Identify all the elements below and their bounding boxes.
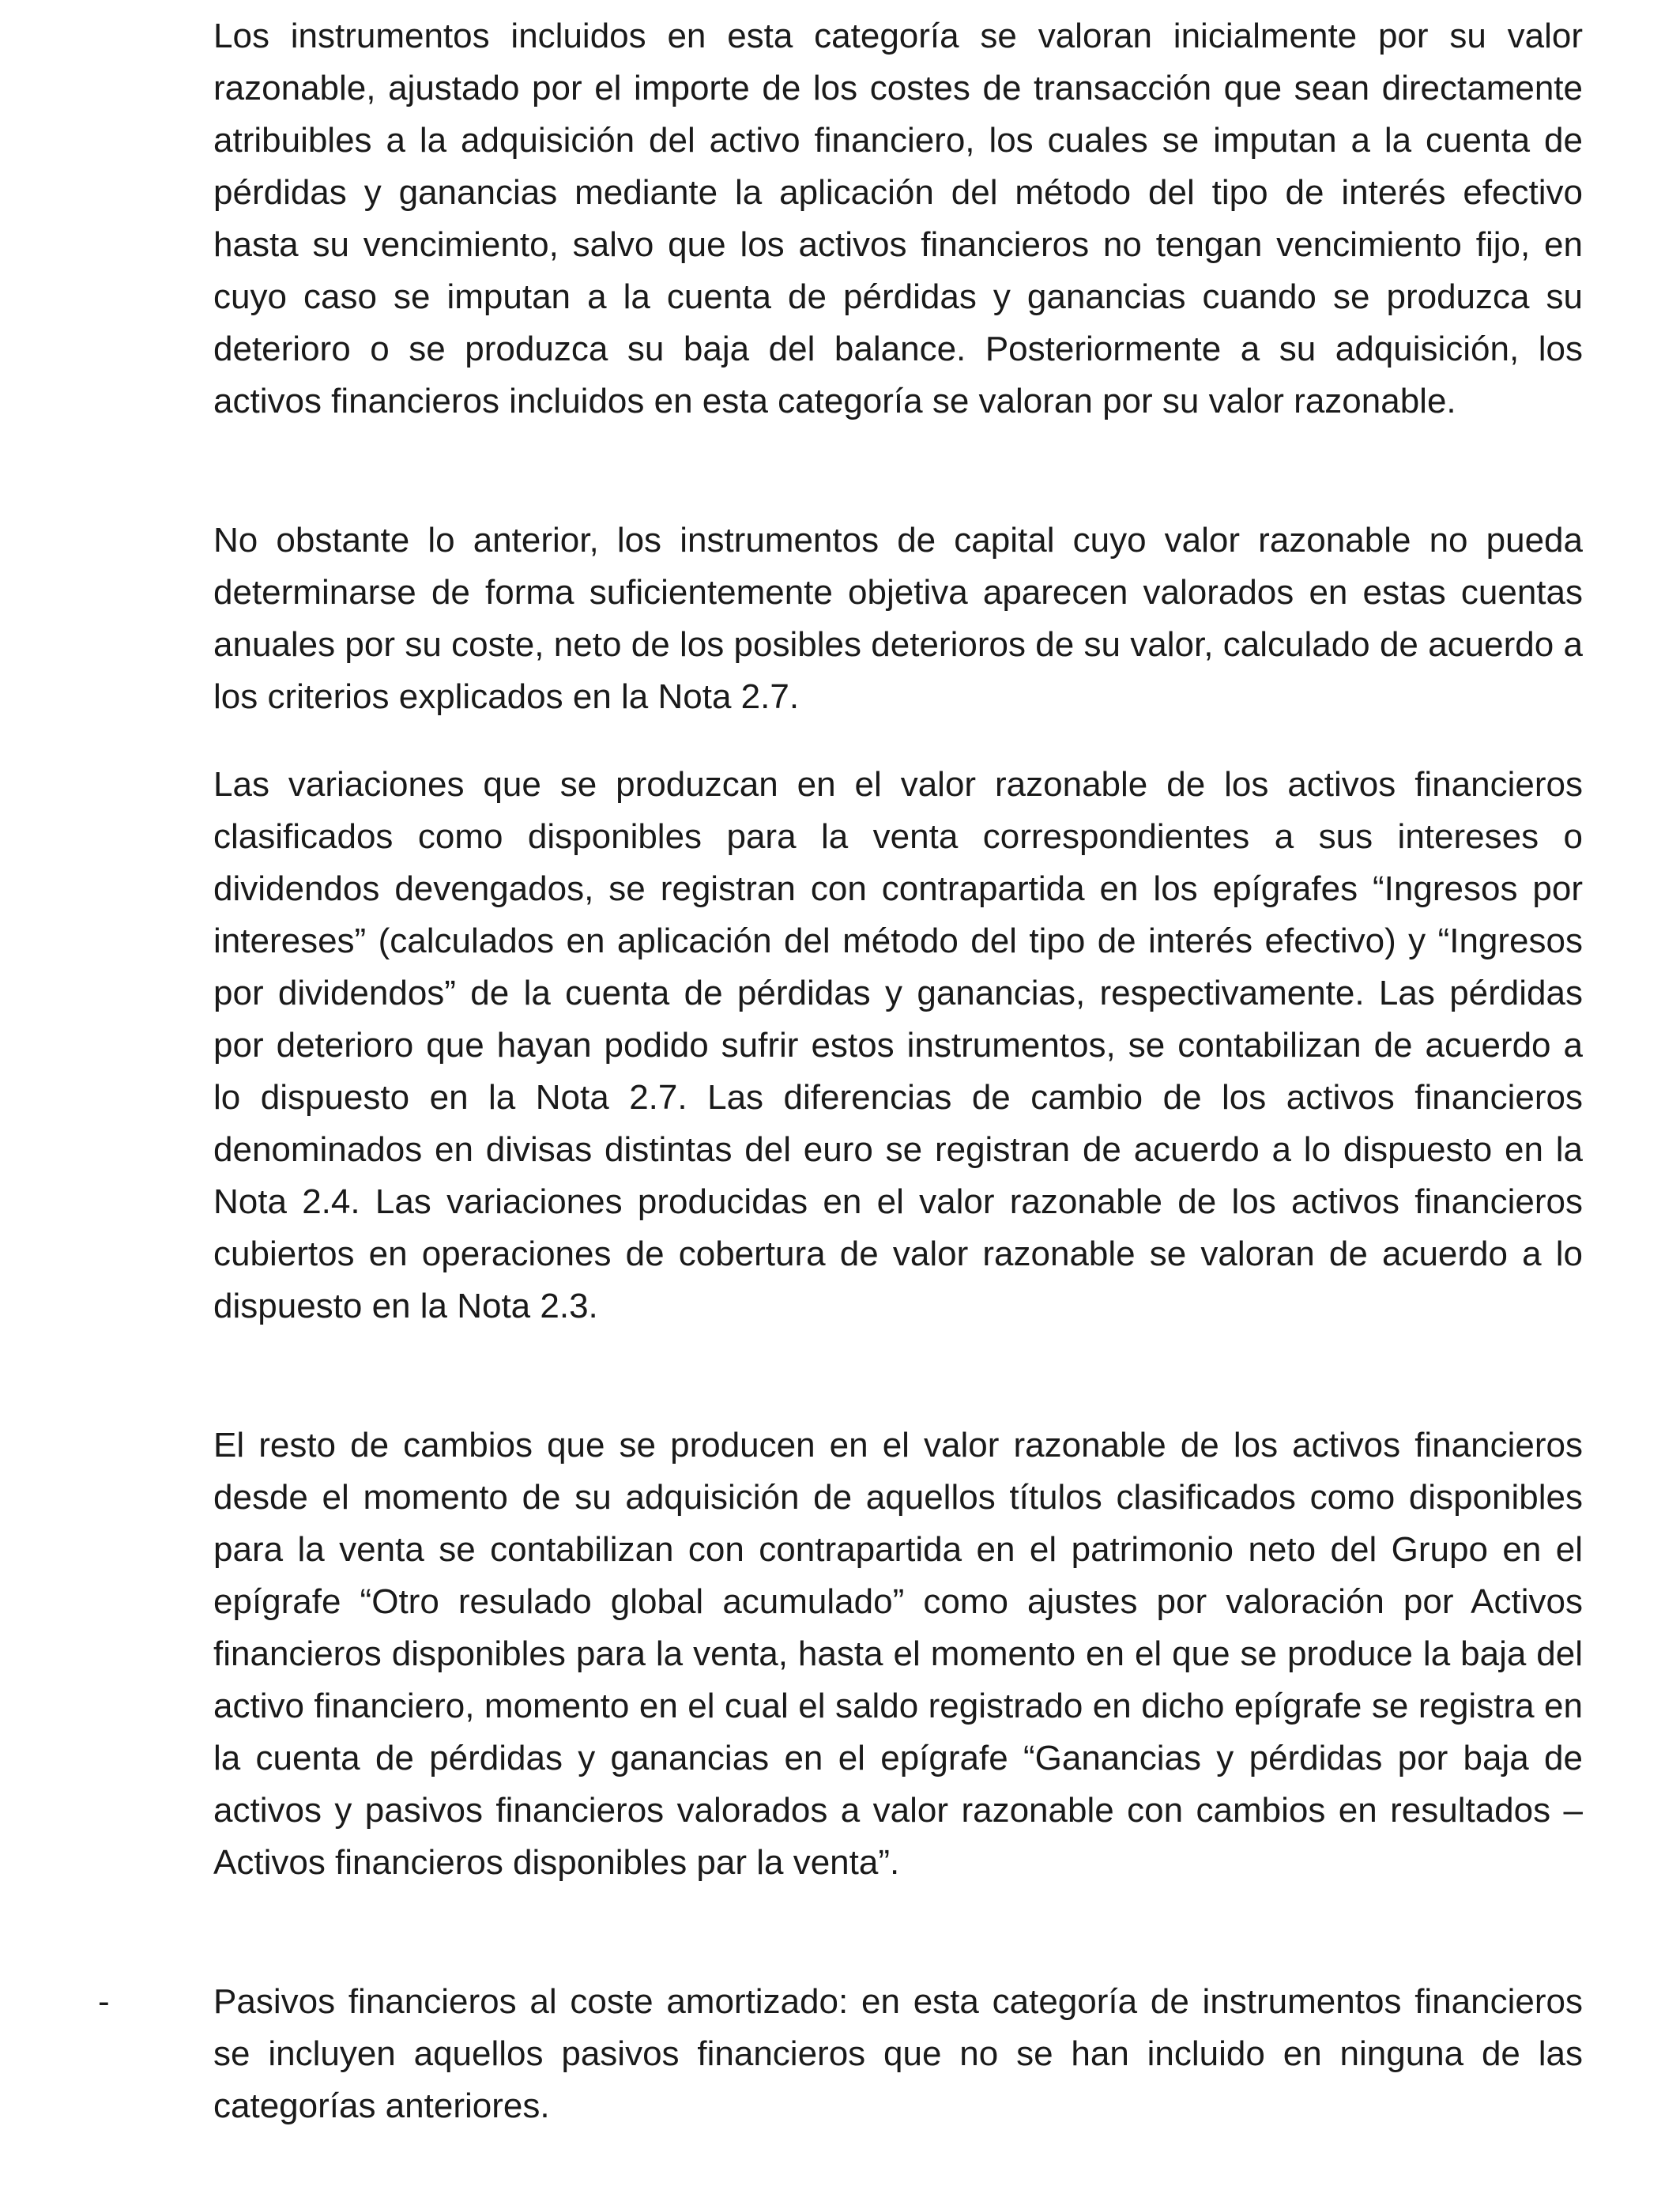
list-item-amortized-cost-liabilities: Pasivos financieros al coste amortizado: en esta categoría de instrumentos financieros se incluyen aquellos pasivos financieros que no se han incluido en ninguna de las categorías anteriores. xyxy=(213,1982,1583,2125)
paragraph-capital-instruments: No obstante lo anterior, los instrumentos de capital cuyo valor razonable no pueda determinarse de forma suficientemente objetiva aparecen valorados en estas cuentas anuales por su coste, neto de los posibles deterioros de su valor, calculado de acuerdo a los criterios explicados en la Nota 2.7. xyxy=(213,521,1583,716)
paragraph-fair-value-variations: Las variaciones que se produzcan en el valor razonable de los activos financieros clasificados como disponibles para la venta correspondientes a sus intereses o dividendos devengados, se registran con contrapartida en los epígrafes “Ingresos por intereses” (calculados en aplicación del método del tipo de interés efectivo) y “Ingresos por dividendos” de la cuenta de pérdidas y ganancias, respectivamente. Las pérdidas por deterioro que hayan podido sufrir estos instrumentos, se contabilizan de acuerdo a lo dispuesto en la Nota 2.7. Las diferencias de cambio de los activos financieros denominados en divisas distintas del euro se registran de acuerdo a lo dispuesto en la Nota 2.4. Las variaciones producidas en el valor razonable de los activos financieros cubiertos en operaciones de cobertura de valor razonable se valoran de acuerdo a lo dispuesto en la Nota 2.3. xyxy=(213,765,1583,1325)
paragraph-other-changes: El resto de cambios que se producen en el valor razonable de los activos financieros desde el momento de su adquisición de aquellos títulos clasificados como disponibles para la venta se contabilizan con contrapartida en el patrimonio neto del Grupo en el epígrafe “Otro resulado global acumulado” como ajustes por valoración por Activos financieros disponibles para la venta, hasta el momento en el que se produce la baja del activo financiero, momento en el cual el saldo registrado en dicho epígrafe se registra en la cuenta de pérdidas y ganancias en el epígrafe “Ganancias y pérdidas por baja de activos y pasivos financieros valorados a valor razonable con cambios en resultados – Activos financieros disponibles par la venta”. xyxy=(213,1426,1583,1882)
list-bullet-dash: - xyxy=(98,1982,110,2021)
paragraph-initial-valuation: Los instrumentos incluidos en esta categoría se valoran inicialmente por su valor razonable, ajustado por el importe de los costes de transacción que sean directamente atribuibles a la adquisición del activo financiero, los cuales se imputan a la cuenta de pérdidas y ganancias mediante la aplicación del método del tipo de interés efectivo hasta su vencimiento, salvo que los activos financieros no tengan vencimiento fijo, en cuyo caso se imputan a la cuenta de pérdidas y ganancias cuando se produzca su deterioro o se produzca su baja del balance. Posteriormente a su adquisición, los activos financieros incluidos en esta categoría se valoran por su valor razonable. xyxy=(213,17,1583,420)
